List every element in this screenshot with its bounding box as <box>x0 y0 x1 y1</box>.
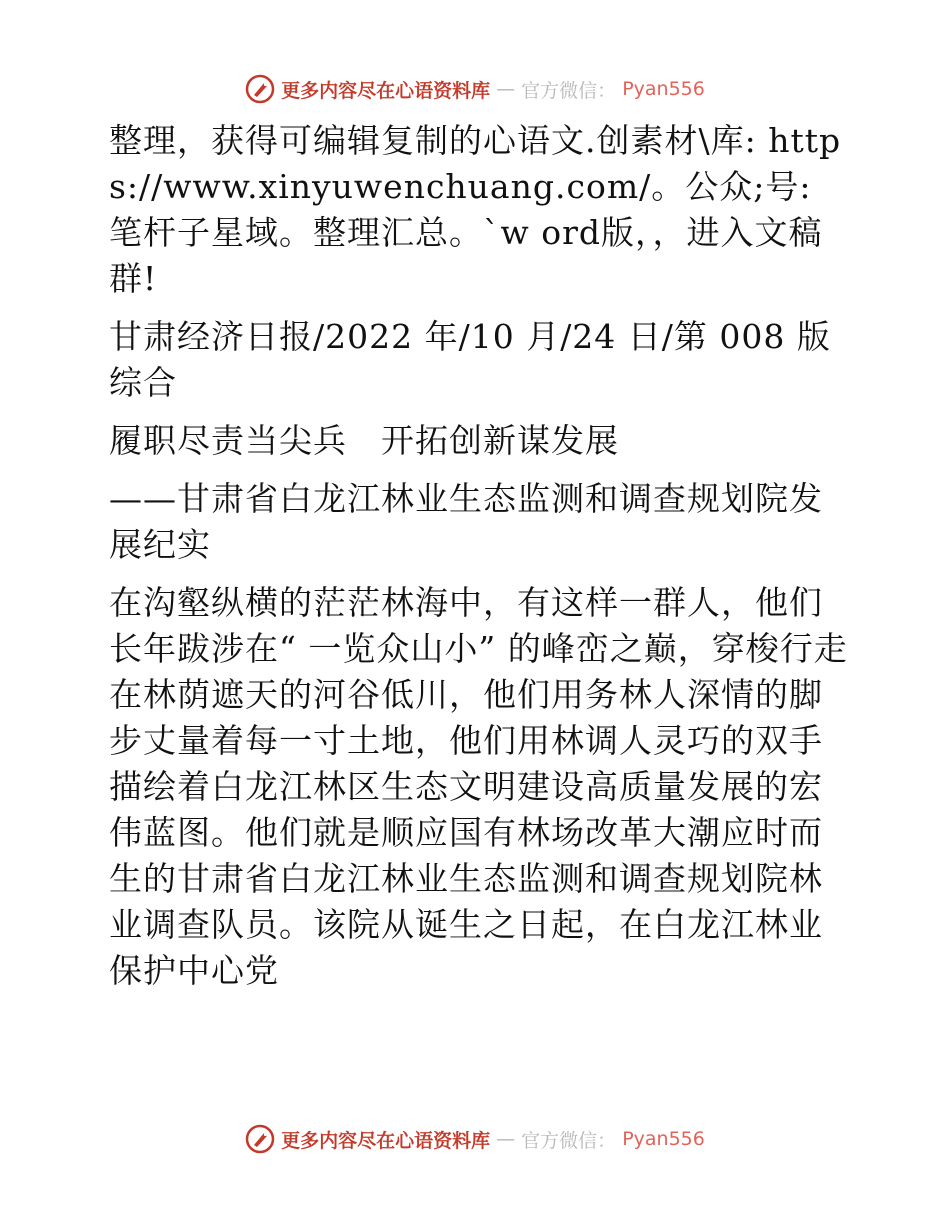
watermark-separator: — <box>496 78 516 100</box>
header-watermark <box>0 74 950 104</box>
watermark-main-text: 更多内容尽在心语资料库 <box>281 79 491 102</box>
article-subtitle: ——甘肃省白龙江林业生态监测和调查规划院发展纪实 <box>109 479 823 564</box>
watermark-separator: — <box>496 1128 516 1150</box>
article-title: 履职尽责当尖兵 开拓创新谋发展 <box>109 421 619 460</box>
body-paragraph: 在沟壑纵横的茫茫林海中，有这样一群人，他们长年跋涉在“ 一览众山小” 的峰峦之巅，穿梭行走在林荫遮天的河谷低川，他们用务林人深情的脚步丈量着每一寸土地，他们用林调人灵巧的双手描绘着白龙江林区生态文明建设高质量发展的宏伟蓝图。他们就是顺应国有林场改革大潮应时而生的甘肃省白龙江林业生态监测和调查规划院林业调查队员。该院从诞生之日起，在白龙江林业保护中心党 <box>109 583 848 990</box>
watermark-main-text: 更多内容尽在心语资料库 <box>281 1129 491 1152</box>
source-line: 甘肃经济日报/2022 年/10 月/24 日/第 008 版综合 <box>109 317 831 402</box>
watermark-sub-text: 官方微信： <box>521 79 617 102</box>
pen-nib-logo-icon <box>245 74 275 104</box>
watermark-account: Pyan556 <box>622 1128 705 1150</box>
footer-watermark <box>0 1124 950 1154</box>
pen-nib-logo-icon <box>245 1124 275 1154</box>
watermark-sub-text: 官方微信： <box>521 1129 617 1152</box>
watermark-account: Pyan556 <box>622 78 705 100</box>
document-content <box>97 118 853 994</box>
notice-paragraph: 整理，获得可编辑复制的心语文.创素材\库: https://www.xinyuwenchuang.com/。公众;号: 笔杆子星域。整理汇总。`w ord版，，进入文稿群! <box>109 121 842 298</box>
